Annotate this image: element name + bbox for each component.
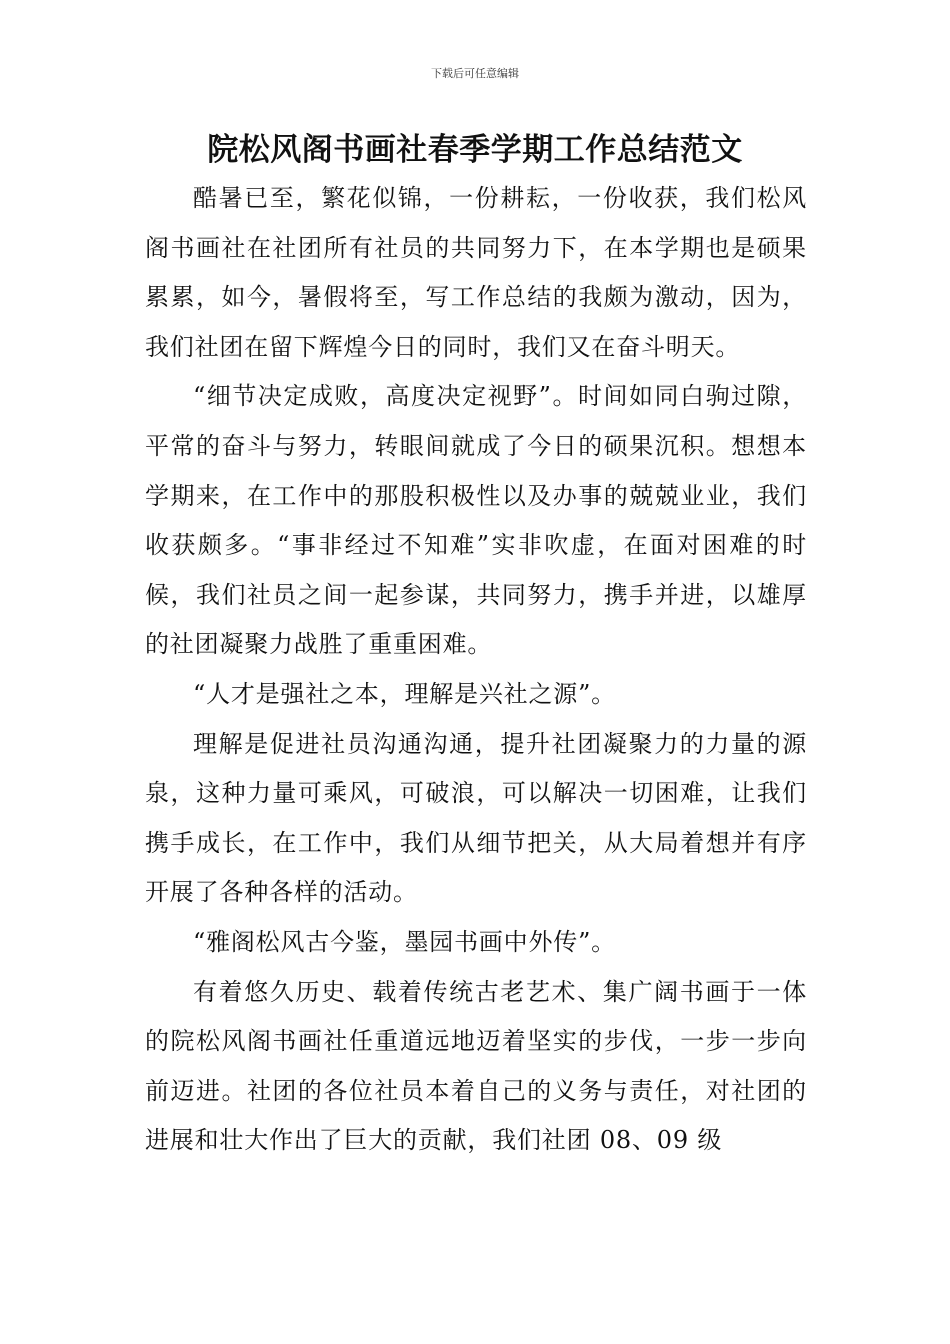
header-note: 下载后可任意编辑 [431, 67, 519, 80]
document-body [145, 174, 807, 1166]
paragraph: 有着悠久历史、载着传统古老艺术、集广阔书画于一体的院松风阁书画社任重道远地迈着坚实的步伐，一步一步向前迈进。社团的各位社员本着自己的义务与责任，对社团的进展和壮大作出了巨大的贡献，我们社团 08、09 级 [145, 977, 807, 1155]
document-title: 院松风阁书画社春季学期工作总结范文 [207, 132, 743, 168]
paragraph: “细节决定成败，高度决定视野”。时间如同白驹过隙，平常的奋斗与努力，转眼间就成了今日的硕果沉积。想想本学期来，在工作中的那股积极性以及办事的兢兢业业，我们收获颇多。“事非经过不知难”实非吹虚，在面对困难的时候，我们社员之间一起参谋，共同努力，携手并进，以雄厚的社团凝聚力战胜了重重困难。 [145, 382, 807, 659]
paragraph: 理解是促进社员沟通沟通，提升社团凝聚力的力量的源泉，这种力量可乘风，可破浪，可以解决一切困难，让我们携手成长，在工作中，我们从细节把关，从大局着想并有序开展了各种各样的活动。 [145, 729, 807, 907]
paragraph: “人才是强社之本，理解是兴社之源”。 [193, 679, 616, 708]
paragraph: 酷暑已至，繁花似锦，一份耕耘，一份收获，我们松风阁书画社在社团所有社员的共同努力下，在本学期也是硕果累累，如今，暑假将至，写工作总结的我颇为激动，因为，我们社团在留下辉煌今日的同时，我们又在奋斗明天。 [145, 184, 807, 361]
paragraph: “雅阁松风古今鉴，墨园书画中外传”。 [193, 927, 616, 956]
